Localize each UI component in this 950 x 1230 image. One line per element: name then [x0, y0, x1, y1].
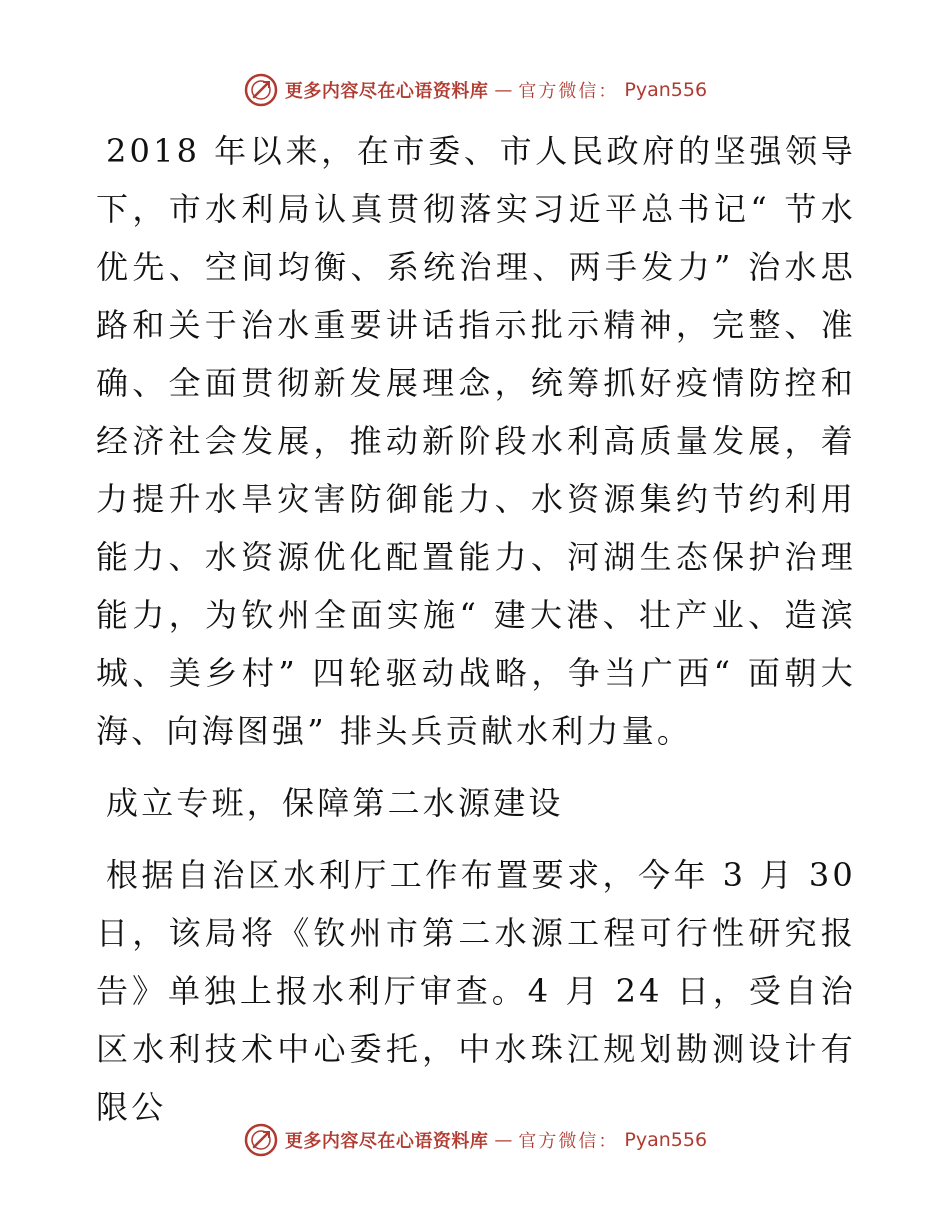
header-watermark: [0, 70, 950, 110]
section-heading: 成立专班，保障第二水源建设: [106, 784, 564, 822]
watermark-dash: —: [494, 79, 513, 101]
red-seal-logo-icon: [243, 72, 279, 108]
watermark-wechat-id: Pyan556: [624, 79, 708, 101]
watermark-official-label: 官方微信：: [518, 1131, 619, 1152]
watermark-dash: —: [494, 1129, 513, 1151]
watermark-wechat-id: Pyan556: [624, 1129, 708, 1151]
footer-watermark: [0, 1120, 950, 1160]
intro-paragraph: 2018 年以来，在市委、市人民政府的坚强领导下，市水利局认真贯彻落实习近平总书记“ 节水优先、空间均衡、系统治理、两手发力” 治水思路和关于治水重要讲话指示批示精神，完整、准确、全面贯彻新发展理念，统筹抓好疫情防控和经济社会发展，推动新阶段水利高质量发展，着力提升水旱灾害防御能力、水资源集约节约利用能力、水资源优化配置能力、河湖生态保护治理能力，为钦州全面实施“ 建大港、壮产业、造滨城、美乡村” 四轮驱动战略，争当广西“ 面朝大海、向海图强” 排头兵贡献水利力量。: [96, 132, 856, 750]
section-paragraph: 根据自治区水利厅工作布置要求，今年 3 月 30 日，该局将《钦州市第二水源工程可行性研究报告》单独上报水利厅审查。4 月 24 日，受自治区水利技术中心委托，中水珠江规划勘测设计有限公: [96, 856, 856, 1126]
red-seal-logo-icon: [243, 1122, 279, 1158]
watermark-site-text: 更多内容尽在心语资料库: [284, 81, 489, 102]
document-body: [96, 122, 856, 1136]
watermark-site-text: 更多内容尽在心语资料库: [284, 1131, 489, 1152]
watermark-official-label: 官方微信：: [518, 81, 619, 102]
